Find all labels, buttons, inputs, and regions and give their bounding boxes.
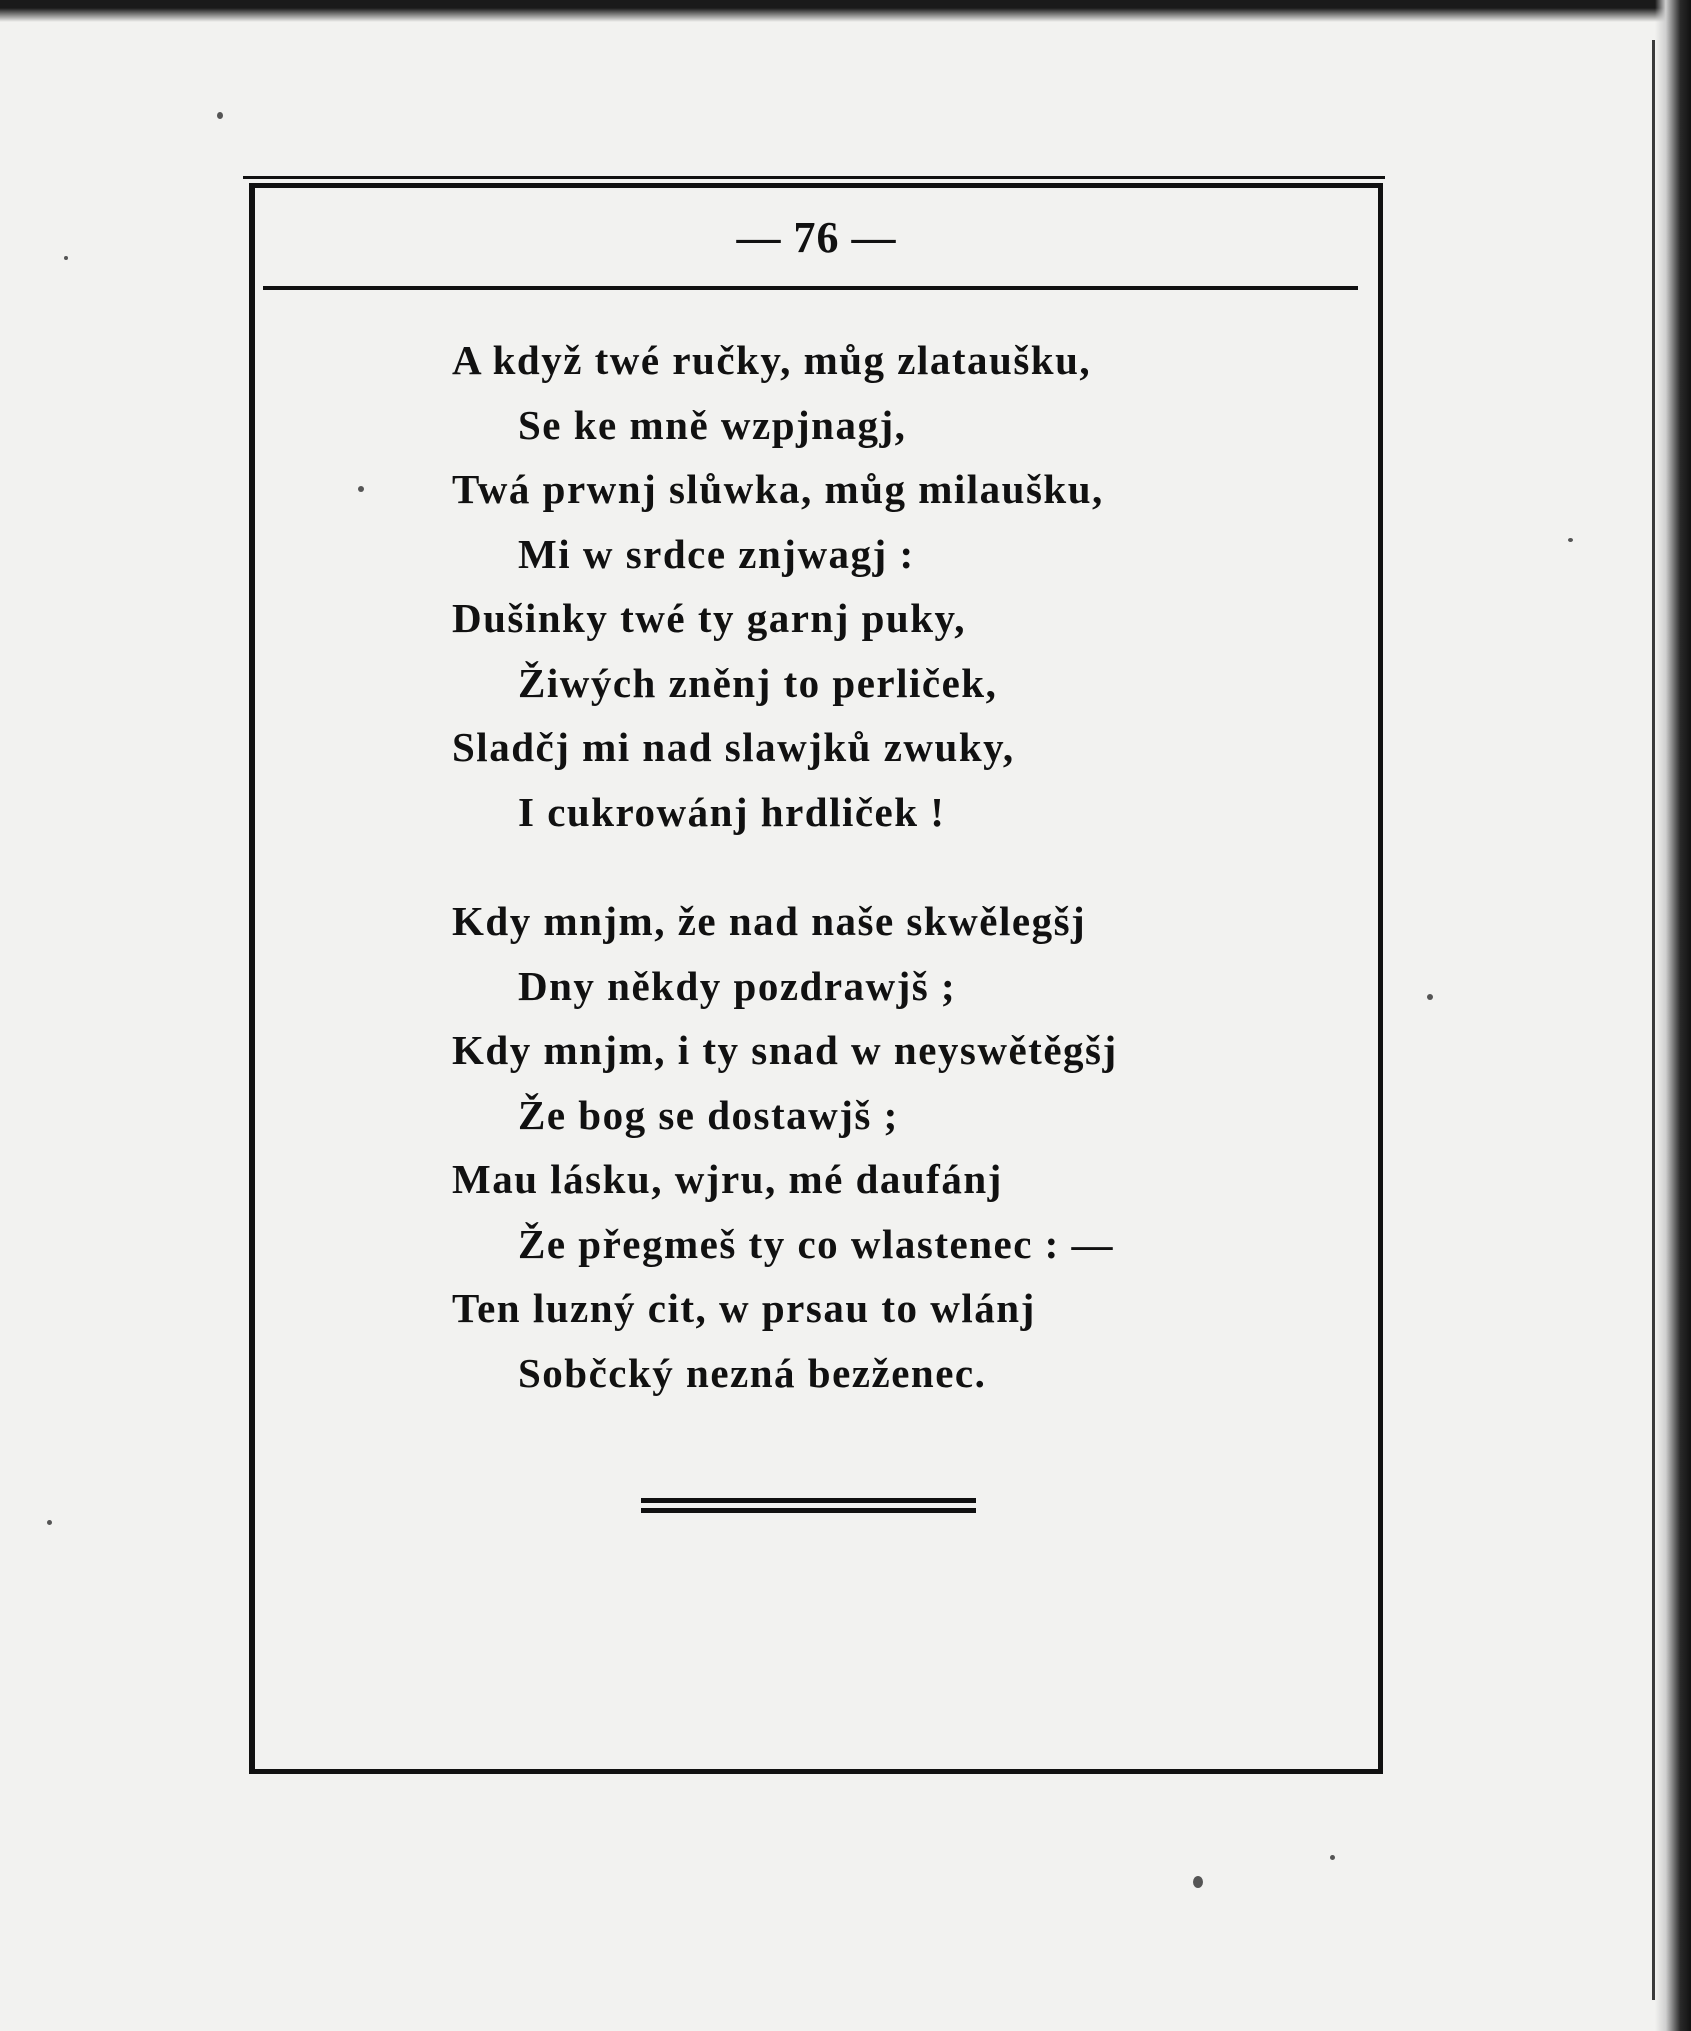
- header-rule: [263, 286, 1358, 290]
- verse-line: Sladčj mi nad slawjků zwuky,: [452, 724, 1015, 770]
- page-number: — 76 —: [736, 213, 897, 262]
- scan-speck: [1568, 538, 1573, 542]
- page-edge-shadow: [1655, 0, 1691, 2031]
- verse-line: Mau lásku, wjru, mé daufánj: [452, 1156, 1003, 1202]
- verse-line: Dušinky twé ty garnj puky,: [452, 595, 967, 641]
- verse-line: Dny někdy pozdrawjš ;: [518, 962, 957, 1009]
- scan-speck: [1193, 1876, 1203, 1888]
- poem-body: [452, 328, 1312, 1405]
- ornament-rule-bottom: [641, 1508, 976, 1513]
- verse-line: I cukrowánj hrdliček !: [518, 788, 946, 835]
- verse-line: Ten luzný cit, w prsau to wlánj: [452, 1285, 1036, 1331]
- verse-line: Twá prwnj slůwka, můg milaušku,: [452, 466, 1104, 512]
- end-ornament-double-rule: [641, 1498, 976, 1516]
- verse-line: Že přegmeš ty co wlastenec : —: [518, 1220, 1115, 1267]
- scan-speck: [64, 256, 68, 260]
- scan-speck: [1427, 994, 1433, 1000]
- verse-line: Kdy mnjm, i ty snad w neyswětěgšj: [452, 1027, 1118, 1073]
- verse-line: Že bog se dostawjš ;: [518, 1091, 899, 1138]
- ornament-rule-top: [641, 1498, 976, 1503]
- scan-speck: [217, 112, 223, 119]
- page-edge-line: [1652, 40, 1655, 2000]
- page-frame: [249, 183, 1383, 1774]
- verse-line: Se ke mně wzpjnagj,: [518, 401, 907, 448]
- verse-line: A když twé ručky, můg zlataušku,: [452, 337, 1092, 383]
- verse-line: Žiwých zněnj to perliček,: [518, 659, 998, 706]
- verse-line: Mi w srdce znjwagj :: [518, 530, 915, 577]
- stanza: [452, 328, 1312, 844]
- stanza: [452, 889, 1312, 1405]
- scan-speck: [1330, 1855, 1335, 1860]
- page-top-shadow: [0, 0, 1691, 22]
- frame-top-line: [243, 176, 1385, 179]
- verse-line: Kdy mnjm, že nad naše skwělegšj: [452, 898, 1087, 944]
- scan-speck: [358, 486, 364, 492]
- scan-speck: [47, 1520, 52, 1525]
- verse-line: Sobčcký nezná bezženec.: [518, 1349, 987, 1396]
